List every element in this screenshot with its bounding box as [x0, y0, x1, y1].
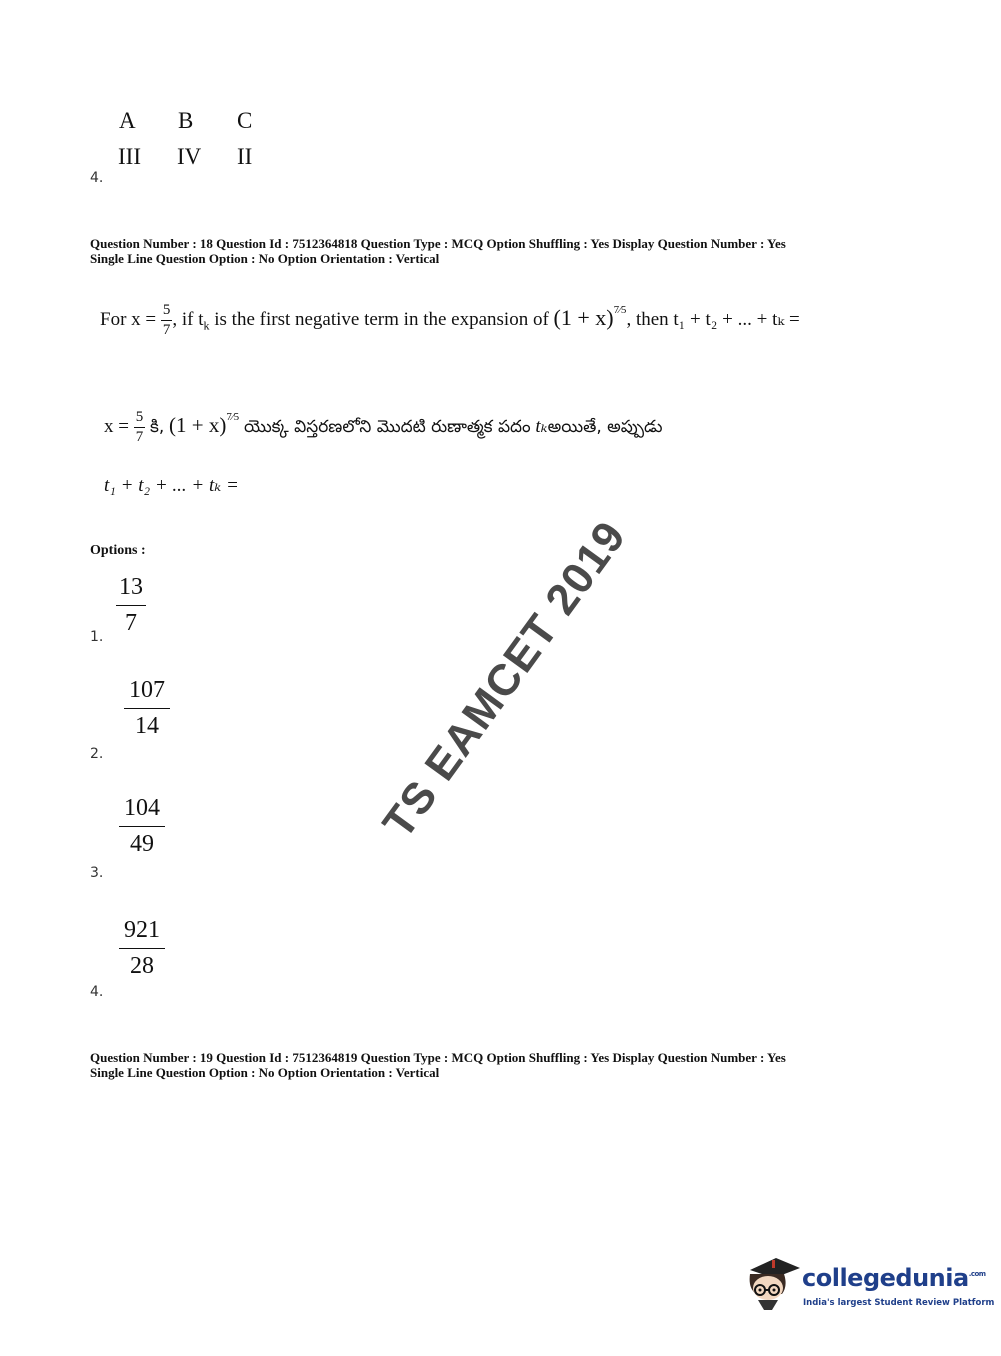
q18-tk-sub: k	[203, 318, 210, 333]
match-option-number: 4.	[90, 170, 104, 186]
q19-meta	[90, 1050, 786, 1080]
q18-then-text: , then t₁ + t₂ + ... + tₖ =	[626, 308, 800, 330]
brand-name-text: collegedunia	[802, 1264, 969, 1292]
match-header-b: B	[178, 108, 194, 133]
q18-option-3-fraction	[119, 796, 165, 856]
q18-question-english	[100, 303, 800, 338]
q18-te-x-numerator: 5	[135, 409, 144, 425]
q18-meta	[90, 236, 786, 266]
q18-te-power: 7⁄5	[226, 410, 240, 423]
q18-te-tk: tₖ	[535, 415, 548, 437]
match-header-c: C	[237, 108, 253, 133]
q18-option-3-numerator: 104	[124, 795, 160, 821]
q18-question-telugu	[104, 410, 662, 445]
q18-rest-text: is the first negative term in the expansion of	[214, 308, 549, 330]
q18-option-2-denominator: 14	[135, 713, 159, 739]
q18-te-x-fraction	[134, 410, 146, 445]
brand-name	[802, 1264, 986, 1292]
q18-x-numerator: 5	[162, 302, 171, 318]
match-header-a: A	[119, 108, 136, 133]
brand-suffix: .com	[968, 1270, 986, 1278]
q18-option-2-number: 2.	[90, 746, 104, 762]
q18-x-fraction	[161, 303, 173, 338]
q18-option-1-numerator: 13	[119, 574, 143, 600]
q18-te-expr: (1 + x)	[169, 412, 227, 437]
q18-option-2-numerator: 107	[129, 677, 165, 703]
q18-option-4-fraction	[119, 918, 165, 978]
q18-meta-line1: Question Number : 18 Question Id : 7512364818 Question Type : MCQ Option Shuffling : Yes Display Question Number : Yes	[90, 236, 786, 251]
q18-power: 7⁄5	[613, 303, 627, 316]
q18-te-x-eq: x =	[104, 415, 129, 437]
q18-x-denominator: 7	[162, 322, 171, 338]
q18-te-sum	[104, 474, 239, 497]
q18-option-4-number: 4.	[90, 984, 104, 1000]
student-mascot-icon	[742, 1250, 802, 1310]
q18-option-4-numerator: 921	[124, 917, 160, 943]
q18-options-label: Options :	[90, 543, 146, 558]
q18-te-text: యొక్క విస్తరణలోని మొదటి రుణాత్మక పదం	[243, 416, 531, 437]
q18-te-ka: కి,	[149, 416, 165, 437]
q18-mid-text: , if t	[172, 308, 204, 330]
q18-option-1-denominator: 7	[125, 610, 137, 636]
match-value-c: II	[237, 144, 253, 169]
q19-meta-line2: Single Line Question Option : No Option Orientation : Vertical	[90, 1065, 440, 1080]
q18-te-text2: అయితే, అప్పుడు	[547, 416, 663, 437]
q18-te-sum-text: t₁ + t₂ + ... + tₖ =	[104, 475, 239, 496]
q18-option-3-number: 3.	[90, 865, 104, 881]
q18-expr: (1 + x)	[553, 304, 614, 330]
watermark-text: TS EAMCET 2019	[373, 512, 636, 848]
q18-option-4-denominator: 28	[130, 953, 154, 979]
q18-for-x: For x =	[100, 308, 157, 330]
q18-option-2-fraction	[124, 678, 170, 738]
brand-tagline: India's largest Student Review Platform	[803, 1298, 995, 1308]
q18-te-x-denominator: 7	[135, 429, 144, 445]
q19-meta-line1: Question Number : 19 Question Id : 7512364819 Question Type : MCQ Option Shuffling : Yes Display Question Number : Yes	[90, 1050, 786, 1065]
q18-meta-line2: Single Line Question Option : No Option Orientation : Vertical	[90, 251, 440, 266]
match-value-b: IV	[177, 144, 202, 169]
q18-option-1-number: 1.	[90, 629, 104, 645]
match-value-a: III	[118, 144, 141, 169]
q18-option-1-fraction	[116, 575, 146, 635]
q18-option-3-denominator: 49	[130, 831, 154, 857]
